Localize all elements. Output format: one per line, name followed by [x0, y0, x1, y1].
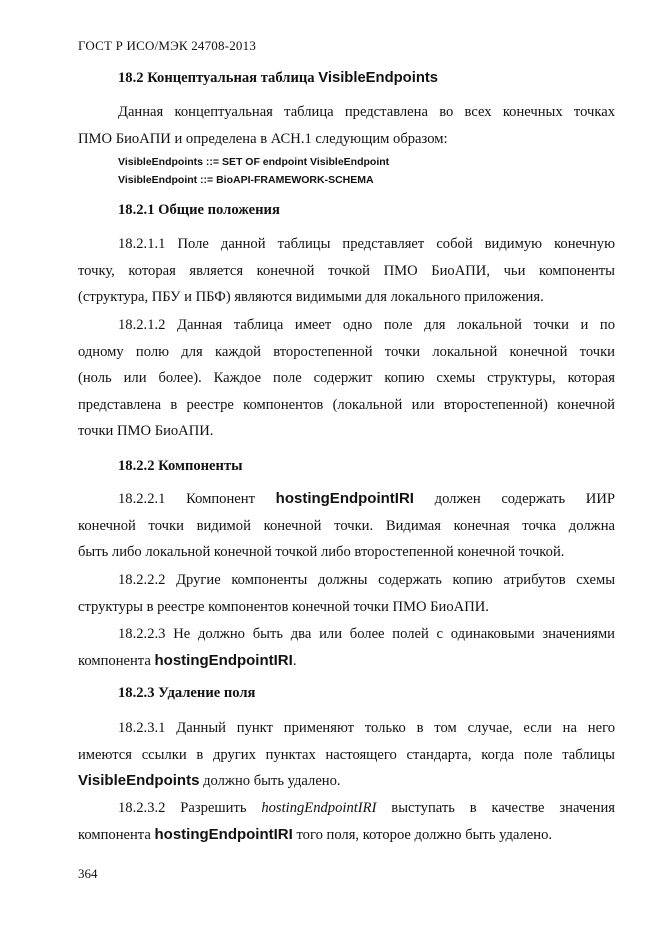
text-line: структуры в реестре компонентов конечной точки ПМО БиоАПИ. — [78, 598, 489, 615]
text-fragment: должно быть удалено. — [203, 773, 341, 789]
text-fragment: должен содержать ИИР — [434, 491, 615, 507]
section-heading-18-2 — [118, 70, 438, 87]
component-name: hostingEndpointIRI — [275, 490, 414, 507]
text-line — [78, 795, 615, 822]
text-fragment: 18.2.2.1 Компонент — [118, 491, 255, 507]
text-line: 18.2.2.3 Не должно быть два или более полей с одинаковыми значениями — [118, 626, 615, 642]
asn1-definition — [118, 153, 389, 189]
running-header: ГОСТ Р ИСО/МЭК 24708-2013 — [78, 38, 257, 53]
text-line — [78, 768, 615, 795]
section-heading-18-2-3: 18.2.3 Удаление поля — [118, 685, 256, 701]
component-name-italic: hostingEndpointIRI — [261, 800, 377, 816]
text-line: (ноль или более). Каждое поле содержит копию схемы структуры, которая — [78, 370, 615, 386]
text-fragment: выступать в качестве значения — [391, 800, 615, 816]
text-line: (структура, ПБУ и ПБФ) являются видимыми для локального приложения. — [78, 289, 544, 305]
paragraph-18-2-2-2 — [78, 567, 615, 620]
text-line: имеются ссылки в других пунктах настоящего стандарта, когда поле таблицы — [78, 746, 615, 763]
text-line — [78, 648, 615, 675]
text-line: ПМО БиоАПИ и определена в АСН.1 следующим образом: — [78, 130, 448, 147]
text-fragment: . — [292, 652, 297, 669]
paragraph-18-2-2-1 — [78, 486, 615, 566]
text-line: одному полю для каждой второстепенной точки локальной конечной точки — [78, 343, 615, 360]
section-heading-18-2-1: 18.2.1 Общие положения — [118, 202, 280, 218]
text-line: представлена в реестре компонентов (локальной или второстепенной) конечной — [78, 396, 615, 413]
table-name: VisibleEndpoints — [318, 70, 439, 86]
paragraph-18-2 — [78, 99, 615, 152]
text-line — [78, 822, 615, 849]
component-name: hostingEndpointIRI — [154, 651, 293, 669]
text-line: точки ПМО БиоАПИ. — [78, 423, 214, 439]
page-number: 364 — [78, 866, 98, 881]
text-fragment: 18.2.3.2 Разрешить — [118, 800, 247, 816]
text-line: 18.2.3.1 Данный пункт применяют только в том случае, если на него — [118, 720, 615, 736]
text-line: 18.2.1.2 Данная таблица имеет одно поле для локальной точки и по — [118, 317, 615, 333]
paragraph-18-2-1-2 — [78, 312, 615, 445]
section-number: 18.2 Концептуальная таблица — [118, 70, 315, 86]
code-line: VisibleEndpoints ::= SET OF endpoint VisibleEndpoint — [118, 156, 390, 168]
text-line: точку, которая является конечной точкой ПМО БиоАПИ, чьи компоненты — [78, 262, 615, 279]
component-name: hostingEndpointIRI — [154, 825, 293, 843]
text-line: Данная концептуальная таблица представлена во всех конечных точках — [118, 104, 615, 120]
text-fragment: компонента — [78, 826, 151, 843]
table-name: VisibleEndpoints — [78, 772, 200, 789]
text-line: 18.2.1.1 Поле данной таблицы представляет собой видимую конечную — [118, 236, 615, 252]
paragraph-18-2-3-1 — [78, 715, 615, 795]
paragraph-18-2-1-1 — [78, 231, 615, 311]
text-fragment: компонента — [78, 652, 151, 669]
section-heading-18-2-2: 18.2.2 Компоненты — [118, 458, 243, 474]
text-line: конечной точки видимой конечной точки. Видимая конечная точка должна — [78, 517, 615, 534]
paragraph-18-2-2-3 — [78, 621, 615, 674]
code-line: VisibleEndpoint ::= BioAPI-FRAMEWORK-SCHEMA — [118, 174, 374, 186]
text-line: 18.2.2.2 Другие компоненты должны содержать копию атрибутов схемы — [118, 572, 615, 588]
text-line — [78, 486, 615, 513]
paragraph-18-2-3-2 — [78, 795, 615, 848]
text-line: быть либо локальной конечной точкой либо второстепенной конечной точкой. — [78, 544, 565, 560]
text-fragment: того поля, которое должно быть удалено. — [296, 826, 553, 843]
